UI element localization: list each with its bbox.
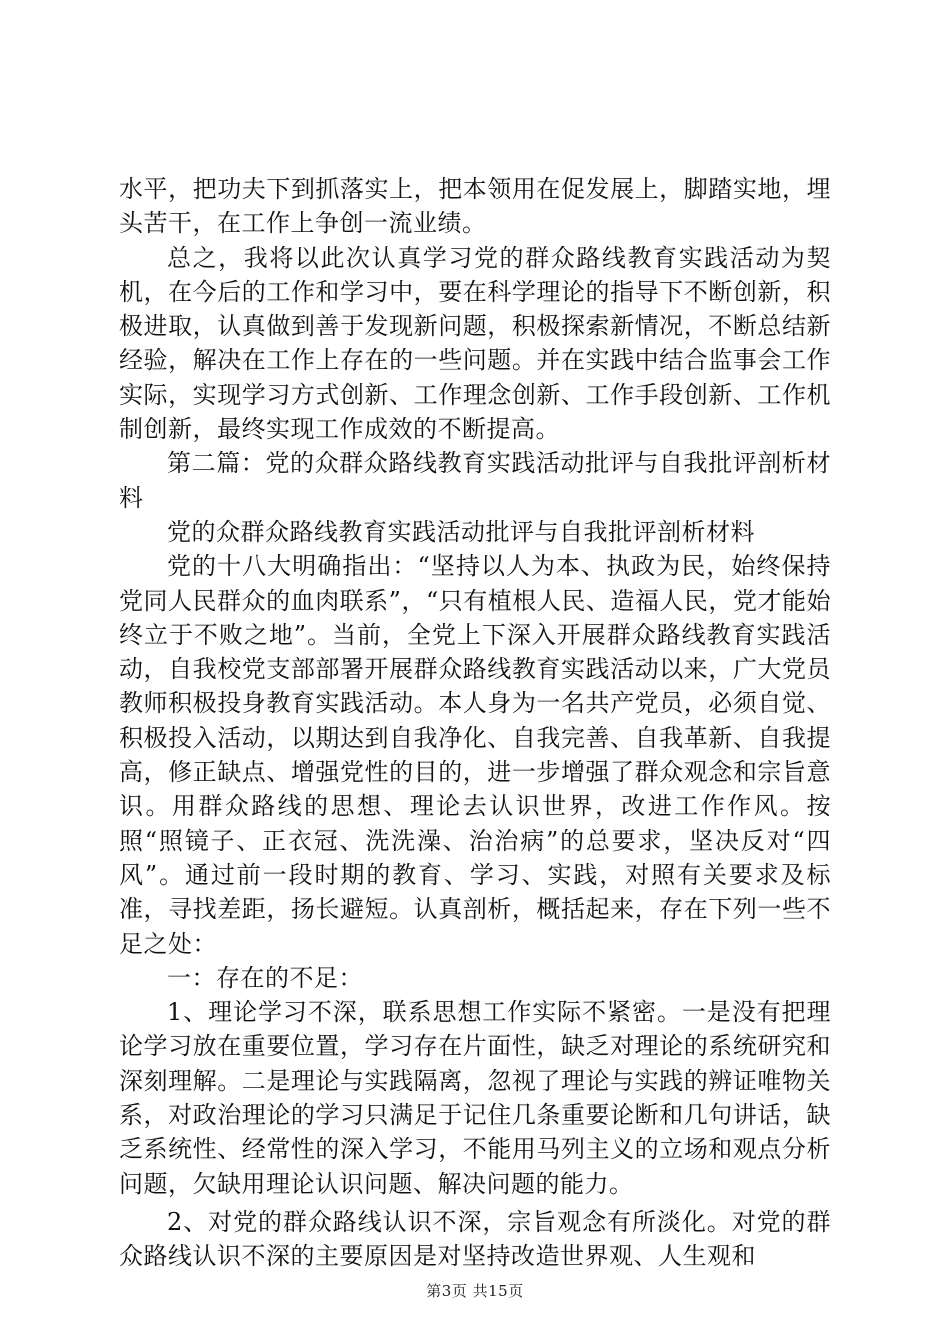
subheading-shortcomings: 一：存在的不足：	[167, 963, 363, 992]
section-heading-part-two: 第二篇：党的众群众路线教育实践活动批评与自我批评剖析材料	[119, 449, 831, 512]
paragraph-continuation: 水平，把功夫下到抓落实上，把本领用在促发展上，脚踏实地，埋头苦干，在工作上争创一流业绩。	[119, 175, 831, 238]
paragraph-item-1: 1、理论学习不深，联系思想工作实际不紧密。一是没有把理论学习放在重要位置，学习存在片面性，缺乏对理论的系统研究和深刻理解。二是理论与实践隔离，忽视了理论与实践的辨证唯物关系，对政治理论的学习只满足于记住几条重要论断和几句讲话，缺乏系统性、经常性的深入学习，不能用马列主义的立场和观点分析问题，欠缺用理论认识问题、解决问题的能力。	[119, 998, 831, 1198]
page-footer	[0, 1280, 950, 1301]
page-number-label: 第3页 共15页	[426, 1282, 524, 1300]
paragraph-introduction: 党的十八大明确指出：“坚持以人为本、执政为民，始终保持党同人民群众的血肉联系”，“只有植根人民、造福人民，党才能始终立于不败之地”。当前，全党上下深入开展群众路线教育实践活动，自我校党支部部署开展群众路线教育实践活动以来，广大党员教师积极投身教育实践活动。本人身为一名共产党员，必须自觉、积极投入活动，以期达到自我净化、自我完善、自我革新、自我提高，修正缺点、增强党性的目的，进一步增强了群众观念和宗旨意识。用群众路线的思想、理论去认识世界，改进工作作风。按照“照镜子、正衣冠、洗洗澡、治治病”的总要求，坚决反对“四风”。通过前一段时期的教育、学习、实践，对照有关要求及标准，寻找差距，扬长避短。认真剖析，概括起来，存在下列一些不足之处：	[119, 552, 831, 958]
document-title: 党的众群众路线教育实践活动批评与自我批评剖析材料	[167, 517, 755, 546]
paragraph-item-2: 2、对党的群众路线认识不深，宗旨观念有所淡化。对党的群众路线认识不深的主要原因是对坚持改造世界观、人生观和	[119, 1207, 831, 1271]
document-body	[119, 172, 831, 1274]
paragraph-summary: 总之，我将以此次认真学习党的群众路线教育实践活动为契机，在今后的工作和学习中，要在科学理论的指导下不断创新，积极进取，认真做到善于发现新问题，积极探索新情况，不断总结新经验，解决在工作上存在的一些问题。并在实践中结合监事会工作实际，实现学习方式创新、工作理念创新、工作手段创新、工作机制创新，最终实现工作成效的不断提高。	[119, 243, 831, 444]
